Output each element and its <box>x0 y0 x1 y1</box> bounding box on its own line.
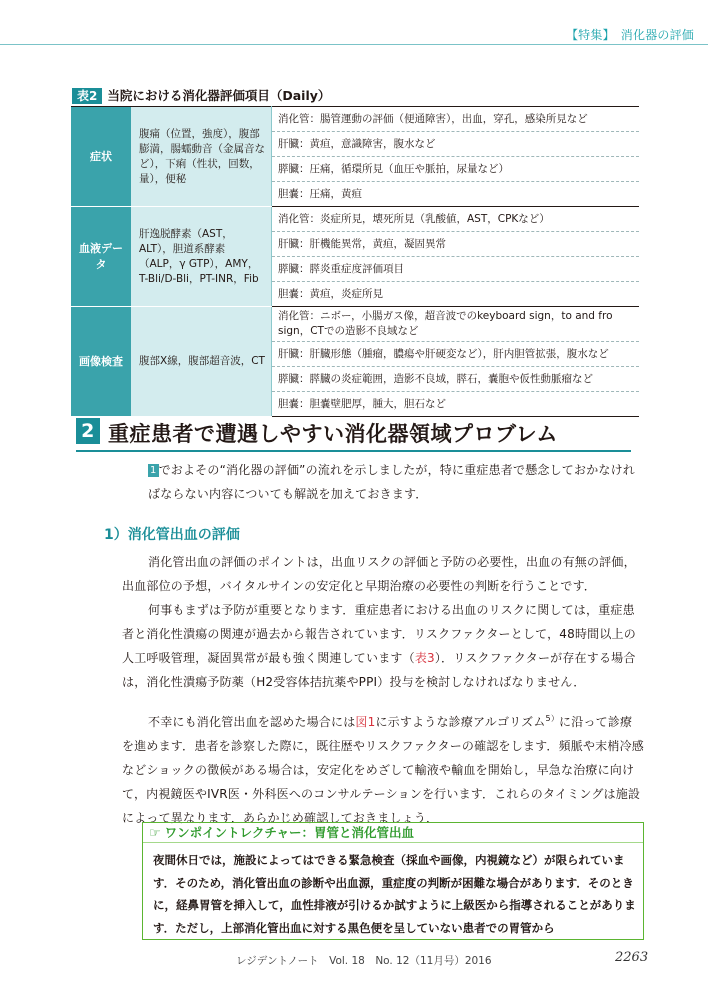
intro-text: でおよその“消化器の評価”の流れを示しましたが，特に重症患者で懸念しておかなければならない内容についても解説を加えておきます． <box>148 463 635 501</box>
p2-text-a: 何事もまずは予防が重要となります．重症患者における出血のリスクに関しては，重症患者と消化性潰瘍の関連が過去から報告されています．リスクファクターとして，48時間以上の人工呼吸管理，凝固異常が最も強く関連しています（ <box>122 603 636 665</box>
table3-link[interactable]: 表3 <box>414 651 435 665</box>
table-items: 肝逸脱酵素（AST，ALT），胆道系酵素（ALP，γ GTP），AMY，T-Bli/D-Bli，PT-INR，Fib <box>131 207 272 307</box>
p3-text-c: に沿って診療を進めます．患者を診察した際に，既往歴やリスクファクターの確認をします．頻脈や末梢冷感などショックの徴候がある場合は，安定化をめざして輸液や輸血を開始し，早急な治療に向けて，内視鏡医やIVR医・外科医へのコンサルテーションを行います．これらのタイミングは施設によって異なります．あらかじめ確認しておきましょう． <box>122 715 644 825</box>
evaluation-table <box>71 106 639 417</box>
table-detail: 胆嚢：圧痛，黄疸 <box>272 182 640 207</box>
table-detail: 胆嚢：黄疸，炎症所見 <box>272 282 640 307</box>
header-tag: 【特集】 <box>565 28 615 42</box>
table-detail: 胆嚢：胆嚢壁肥厚，腫大，胆石など <box>278 397 446 410</box>
page-header <box>0 0 708 46</box>
table-title: 当院における消化器評価項目（Daily） <box>107 88 331 103</box>
section-title: 重症患者で遭遇しやすい消化器領域プロブレム <box>108 422 558 446</box>
table-detail: 消化管：腸管運動の評価（便通障害），出血，穿孔，感染所見など <box>272 107 640 132</box>
journal-footer: レジデントノート Vol. 18 No. 12（11月号）2016 <box>236 955 492 967</box>
section-ref-box[interactable]: 1 <box>150 465 157 476</box>
lecture-title-bar <box>143 823 643 843</box>
page-number: 2263 <box>615 950 649 965</box>
table-detail: 肝臓：黄疸，意識障害，腹水など <box>272 132 640 157</box>
table-category: 症状 <box>71 107 131 207</box>
table-items: 腹部X線，腹部超音波，CT <box>131 307 272 417</box>
running-header <box>566 26 694 43</box>
lecture-box <box>142 822 644 940</box>
header-rule <box>0 44 708 45</box>
subsection-title: 1）消化管出血の評価 <box>104 527 240 543</box>
lecture-body: 夜間休日では，施設によってはできる緊急検査（採血や画像，内視鏡など）が限られています．そのため，消化管出血の診断や出血源，重症度の判断が困難な場合があります．そのときに，経鼻胃管を挿入して，血性排液が引けるか試すように上級医から指導されることがあります．ただし，上部消化管出血に対する黒色便を呈していない患者での胃管から <box>153 853 636 935</box>
lecture-title: ワンポイントレクチャー：胃管と消化管出血 <box>164 825 415 840</box>
pointing-hand-icon: ☞ <box>149 826 161 841</box>
table-detail: 消化管：炎症所見，壊死所見（乳酸値，AST，CPKなど） <box>272 207 640 232</box>
section-number: 2 <box>76 418 100 444</box>
paragraph-3 <box>122 707 644 830</box>
table-detail: 膵臓：膵炎重症度評価項目 <box>272 257 640 282</box>
paragraph-2 <box>122 598 644 694</box>
section-underline <box>76 450 631 452</box>
figure1-link[interactable]: 図1 <box>355 715 376 729</box>
p3-text-b: に示すような診療アルゴリズム <box>375 715 546 729</box>
table-detail: 消化管：ニボー，小腸ガス像，超音波でのkeyboard sign，to and fro sign，CTでの造影不良域など <box>272 307 640 342</box>
table-label: 表2 <box>72 88 102 104</box>
table-detail: 膵臓：圧痛，循環所見（血圧や脈拍，尿量など） <box>272 157 640 182</box>
section-intro <box>148 458 644 506</box>
p3-text-a: 不幸にも消化管出血を認めた場合には <box>148 715 356 729</box>
table-detail: 膵臓：膵臓の炎症範囲，造影不良域，膵石，嚢胞や仮性動脈瘤など <box>272 367 640 392</box>
header-title: 消化器の評価 <box>620 28 694 42</box>
paragraph-1: 消化管出血の評価のポイントは，出血リスクの評価と予防の必要性，出血の有無の評価，出血部位の予想，バイタルサインの安定化と早期治療の必要性の判断を行うことです． <box>122 555 636 593</box>
p2-text-b: ）．リスクファクターが存在する場合は，消化性潰瘍予防薬（H2受容体拮抗薬やPPI）投与を検討しなければなりません． <box>122 651 636 689</box>
table-category: 画像検査 <box>71 307 131 417</box>
section-heading <box>76 418 558 448</box>
table-items: 腹痛（位置，強度），腹部膨満，腸蠕動音（金属音など），下痢（性状，回数，量），便秘 <box>131 107 272 207</box>
table-caption <box>72 86 330 104</box>
citation-ref[interactable]: 5） <box>545 714 560 723</box>
table-detail: 肝臓：肝機能異常，黄疸，凝固異常 <box>272 232 640 257</box>
table-category: 血液データ <box>71 207 131 307</box>
table-detail: 肝臓：肝臓形態（腫瘤，膿瘍や肝硬変など），肝内胆管拡張，腹水など <box>272 342 640 367</box>
